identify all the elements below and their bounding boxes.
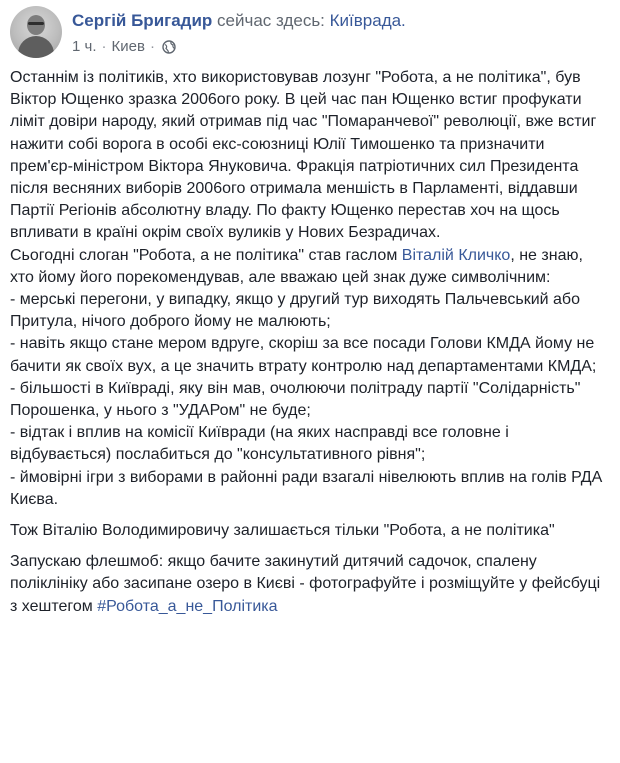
hashtag-link[interactable]: #Робота_а_не_Політика [97,597,278,615]
post-content [10,67,610,618]
post-meta [72,38,176,56]
post-timestamp-link[interactable]: 1 ч. [72,38,97,55]
paragraph-4-text: Запускаю флешмоб: якщо бачите закинутий дитячий садочок, спалену поліклініку або засипане озеро в Києві - фотографуйте і розміщуйте у фейсбуці з хештегом [10,553,601,615]
list-item: - навіть якщо стане мером вдруге, скоріш за все посади Голови КМДА йому не бачити як своїх вух, а це значить втрату контролю над департаментами КМДА; [10,335,597,375]
post-title-line [72,10,406,32]
list-item: - більшості в Київраді, яку він мав, очолюючи політраду партії "Солідарність" Порошенка, у нього з "УДАРом" не буде; [10,379,581,420]
meta-separator-2: · [149,38,155,55]
paragraph-3: Тож Віталію Володимировичу залишається тільки "Робота, а не політика" [10,522,555,540]
paragraph-2-text-before: Сьогодні слоган "Робота, а не політика" став гаслом [10,246,402,264]
paragraph-1: Останнім із політиків, хто використовував лозунг "Робота, а не політика", був Віктор Ющенко зразка 2006ого року. В цей час пан Ющенко встиг профукати ліміт довіри народу, який отримав під час "Помаранчевої" революції, вже встиг нажити собі ворога в особі екс-союзниці Юлії Тимошенко та призначити прем'єр-міністром Віктора Януковича. Фракція патріотичних сил Президента після весняних виборів 2006ого отримала меншість в Парламенті, віддавши Партії Регіонів абсолютну владу. По факту Ющенко перестав хоч на щось впливати в країні окрім своїх вуликів у Нових Безрадичах. [10,69,597,242]
author-avatar[interactable] [10,6,62,58]
post-city-link[interactable]: Киев [111,38,145,55]
paragraph-2-text-after: , не знаю, хто йому його порекомендував, але вважаю цей знак дуже символічним: [10,246,583,286]
checkin-action-text: сейчас здесь: [212,11,330,30]
paragraph-2 [10,245,610,289]
avatar-head-shape [27,15,45,35]
avatar-shoulders-shape [18,36,54,58]
paragraph-4 [10,551,610,618]
meta-separator: · [101,38,107,55]
avatar-glasses-shape [28,22,44,25]
checkin-place-link[interactable]: Київрада. [329,11,406,30]
list-item: - мерські перегони, у випадку, якщо у другий тур виходять Пальчевський або Притула, нічого доброго йому не малюють; [10,291,580,331]
list-item: - ймовірні ігри з виборами в районні ради взагалі нівелюють вплив на голів РДА Києва. [10,468,603,508]
author-name-link[interactable]: Сергій Бригадир [72,11,213,30]
post-header [10,6,610,62]
mention-link[interactable]: Віталій Кличко [401,246,511,264]
list-item: - відтак і вплив на комісії Київради (на яких насправді все головне і відбувається) послабиться до "консультативного рівня"; [10,424,509,464]
globe-icon[interactable] [162,40,176,54]
